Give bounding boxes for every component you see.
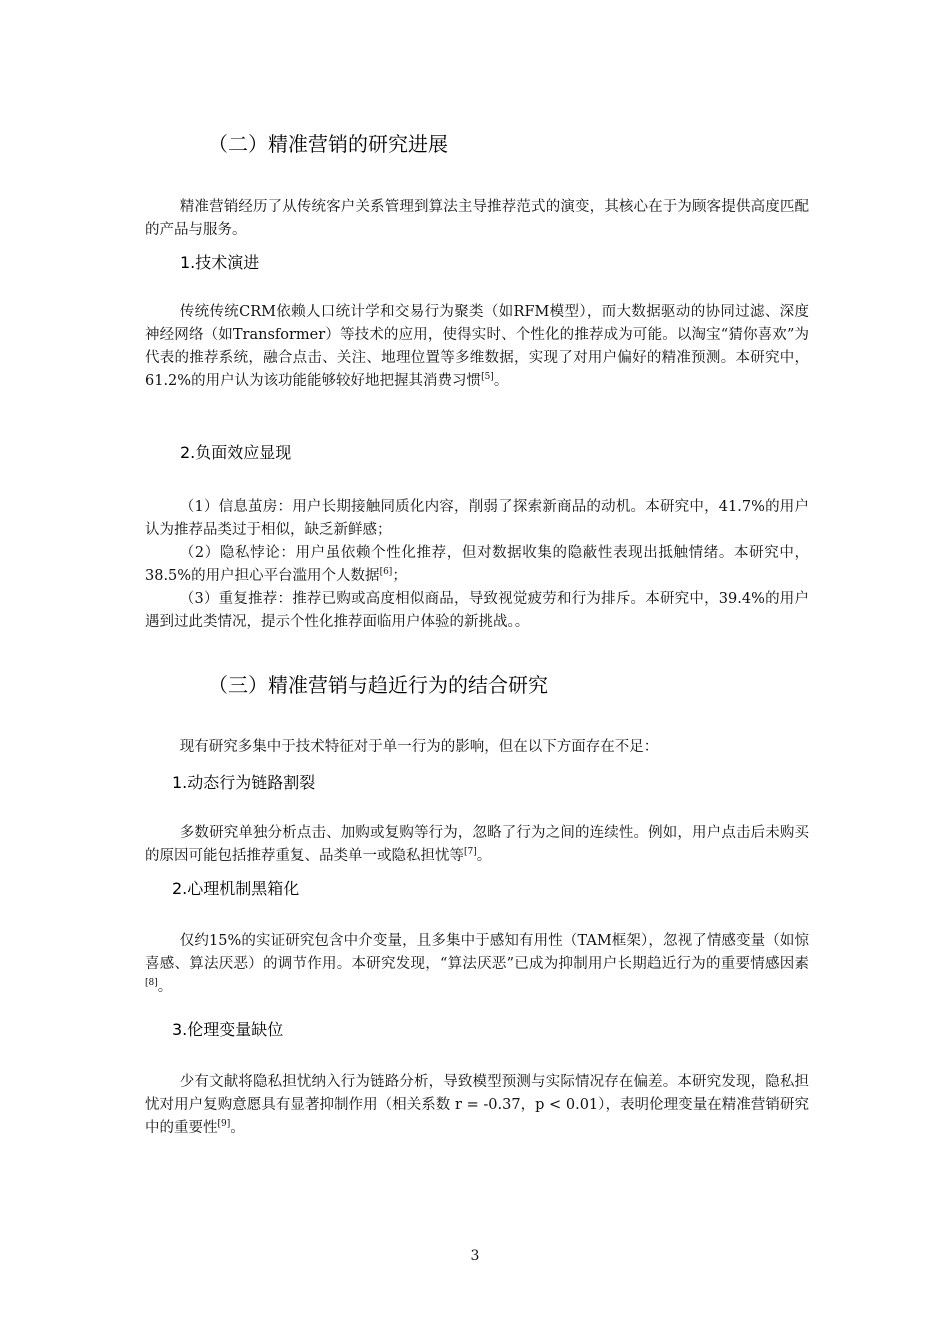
paragraph-psych-blackbox: 仅约15%的实证研究包含中介变量，且多集中于感知有用性（TAM框架），忽视了情感变量（如惊喜感、算法厌恶）的调节作用。本研究发现，“算法厌恶”已成为抑制用户长期趋近行为的重要情感因素[8]。	[145, 933, 809, 995]
heading-dynamic-chain: 1.动态行为链路割裂	[172, 773, 316, 792]
list-item-repeat-recommendation: （3）重复推荐：推荐已购或高度相似商品，导致视觉疲劳和行为排斥。本研究中，39.4%的用户遇到过此类情况，提示个性化推荐面临用户体验的新挑战。。	[145, 591, 809, 630]
paragraph-dynamic-chain: 多数研究单独分析点击、加购或复购等行为，忽略了行为之间的连续性。例如，用户点击后未购买的原因可能包括推荐重复、品类单一或隐私担忧等[7]。	[145, 825, 809, 864]
citation-9: [9]	[217, 1119, 231, 1129]
heading-negative-effects: 2.负面效应显现	[180, 443, 292, 462]
heading-ethics-missing: 3.伦理变量缺位	[172, 1020, 284, 1039]
section-3-intro: 现有研究多集中于技术特征对于单一行为的影响，但在以下方面存在不足：	[179, 739, 659, 755]
list-item-privacy-paradox: （2）隐私悖论：用户虽依赖个性化推荐，但对数据收集的隐蔽性表现出抵触情绪。本研究中，38.5%的用户担心平台滥用个人数据[6]；	[145, 545, 809, 584]
section-2-intro: 精准营销经历了从传统客户关系管理到算法主导推荐范式的演变，其核心在于为顾客提供高度匹配的产品与服务。	[145, 199, 809, 238]
page-number: 3	[470, 1248, 480, 1264]
paragraph-tech-evolution: 传统传统CRM依赖人口统计学和交易行为聚类（如RFM模型），而大数据驱动的协同过滤、深度神经网络（如Transformer）等技术的应用，使得实时、个性化的推荐成为可能。以淘宝“猜你喜欢”为代表的推荐系统，融合点击、关注、地理位置等多维数据，实现了对用户偏好的精准预测。本研究中，61.2%的用户认为该功能能够较好地把握其消费习惯[5]。	[145, 304, 809, 389]
citation-6: [6]	[379, 567, 393, 577]
citation-5: [5]	[481, 372, 494, 382]
citation-7: [7]	[464, 847, 477, 857]
section-3-title: （三）精准营销与趋近行为的结合研究	[208, 673, 548, 697]
citation-8: [8]	[145, 978, 158, 988]
negative-effects-list	[145, 496, 809, 634]
list-item-filter-bubble: （1）信息茧房：用户长期接触同质化内容，削弱了探索新商品的动机。本研究中，41.7%的用户认为推荐品类过于相似，缺乏新鲜感；	[145, 499, 809, 538]
section-2-title: （二）精准营销的研究进展	[208, 132, 448, 156]
heading-psych-blackbox: 2.心理机制黑箱化	[172, 879, 300, 898]
heading-tech-evolution: 1.技术演进	[180, 253, 260, 272]
paragraph-ethics-missing: 少有文献将隐私担忧纳入行为链路分析，导致模型预测与实际情况存在偏差。本研究发现，隐私担忧对用户复购意愿具有显著抑制作用（相关系数 r = -0.37，p < 0.01），表明伦理变量在精准营销研究中的重要性[9]。	[145, 1074, 809, 1136]
